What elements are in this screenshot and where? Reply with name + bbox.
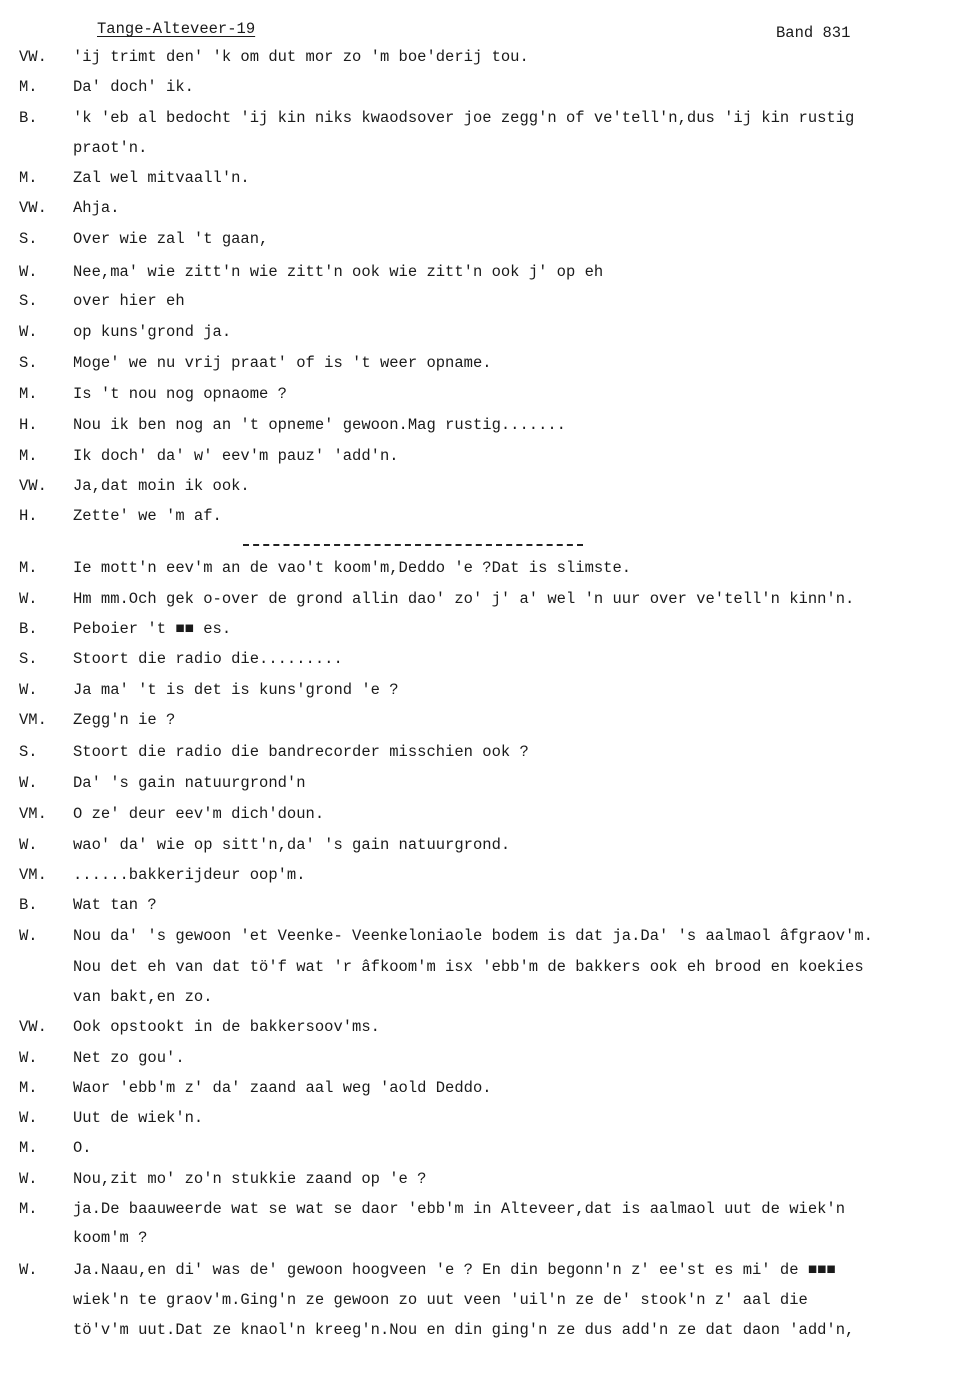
band-number: Band 831: [776, 24, 851, 42]
utterance-text: 'ij trimt den' 'k om dut mor zo 'm boe'derij tou.: [73, 48, 529, 66]
speaker-label: VW.: [19, 477, 47, 495]
utterance-text: ......bakkerijdeur oop'm.: [73, 866, 306, 884]
speaker-label: S.: [19, 743, 38, 761]
transcript-line: [0, 317, 979, 347]
utterance-text: Wat tan ?: [73, 896, 157, 914]
transcript-line: [0, 982, 979, 1012]
utterance-text: Ja ma' 't is det is kuns'grond 'e ?: [73, 681, 399, 699]
speaker-label: H.: [19, 416, 38, 434]
speaker-label: H.: [19, 507, 38, 525]
speaker-label: M.: [19, 169, 38, 187]
page-title: Tange-Alteveer-19: [97, 20, 256, 38]
transcript-line: [0, 737, 979, 767]
utterance-text: Stoort die radio die bandrecorder misschien ook ?: [73, 743, 529, 761]
transcript-line: [0, 768, 979, 798]
transcript-line: [0, 1194, 979, 1224]
transcript-line: [0, 379, 979, 409]
utterance-text: ja.De baauweerde wat se wat se daor 'ebb'm in Alteveer,dat is aalmaol uut de wiek'n: [73, 1200, 846, 1218]
transcript-line: [0, 257, 979, 287]
speaker-label: M.: [19, 447, 38, 465]
utterance-text: Nou ik ben nog an 't opneme' gewoon.Mag rustig.......: [73, 416, 566, 434]
speaker-label: M.: [19, 1079, 38, 1097]
transcript-line: [0, 72, 979, 102]
speaker-label: S.: [19, 230, 38, 248]
transcript-line: [0, 675, 979, 705]
utterance-text: Nee,ma' wie zitt'n wie zitt'n ook wie zitt'n ook j' op eh: [73, 263, 604, 281]
transcript-line: [0, 890, 979, 920]
transcript-line: [0, 410, 979, 440]
utterance-text: 'k 'eb al bedocht 'ij kin niks kwaodsover joe zegg'n of ve'tell'n,dus 'ij kin rustig: [73, 109, 855, 127]
speaker-label: S.: [19, 650, 38, 668]
utterance-text: O.: [73, 1139, 92, 1157]
utterance-text: Da' doch' ik.: [73, 78, 194, 96]
transcript-line: [0, 1103, 979, 1133]
transcript-line: [0, 103, 979, 133]
speaker-label: M.: [19, 1139, 38, 1157]
speaker-label: W.: [19, 681, 38, 699]
utterance-text: Ie mott'n eev'm an de vao't koom'm,Deddo 'e ?Dat is slimste.: [73, 559, 632, 577]
utterance-text: wao' da' wie op sitt'n,da' 's gain natuurgrond.: [73, 836, 511, 854]
speaker-label: B.: [19, 109, 38, 127]
speaker-label: W.: [19, 927, 38, 945]
speaker-label: M.: [19, 1200, 38, 1218]
utterance-text: Is 't nou nog opnaome ?: [73, 385, 287, 403]
transcript-line: [0, 1255, 979, 1285]
transcript-line: [0, 1223, 979, 1253]
transcript-line: [0, 286, 979, 316]
speaker-label: VM.: [19, 805, 47, 823]
speaker-label: W.: [19, 323, 38, 341]
utterance-text: Moge' we nu vrij praat' of is 't weer opname.: [73, 354, 492, 372]
speaker-label: W.: [19, 590, 38, 608]
transcript-line: [0, 614, 979, 644]
speaker-label: B.: [19, 896, 38, 914]
transcript-line: [0, 1073, 979, 1103]
speaker-label: W.: [19, 774, 38, 792]
utterance-text: Ik doch' da' w' eev'm pauz' 'add'n.: [73, 447, 399, 465]
transcript-line: [0, 584, 979, 614]
utterance-text: over hier eh: [73, 292, 185, 310]
transcript-line: [0, 471, 979, 501]
transcript-line: [0, 1285, 979, 1315]
transcript-line: [0, 441, 979, 471]
transcript-line: [0, 952, 979, 982]
utterance-text: Nou,zit mo' zo'n stukkie zaand op 'e ?: [73, 1170, 427, 1188]
transcript-line: [0, 1012, 979, 1042]
utterance-text: Waor 'ebb'm z' da' zaand aal weg 'aold Deddo.: [73, 1079, 492, 1097]
transcript-line: [0, 42, 979, 72]
speaker-label: M.: [19, 385, 38, 403]
speaker-label: M.: [19, 559, 38, 577]
utterance-text: Net zo gou'.: [73, 1049, 185, 1067]
utterance-text: Nou det eh van dat tö'f wat 'r âfkoom'm isx 'ebb'm de bakkers ook eh brood en koekies: [73, 958, 864, 976]
utterance-text: Zegg'n ie ?: [73, 711, 176, 729]
utterance-text: praot'n.: [73, 139, 148, 157]
transcript-line: [0, 921, 979, 951]
speaker-label: VM.: [19, 711, 47, 729]
transcript-line: [0, 705, 979, 735]
utterance-text: Ook opstookt in de bakkersoov'ms.: [73, 1018, 380, 1036]
speaker-label: B.: [19, 620, 38, 638]
speaker-label: W.: [19, 1261, 38, 1279]
transcript-line: [0, 348, 979, 378]
transcript-line: [0, 501, 979, 531]
transcript-line: [0, 1315, 979, 1345]
transcript-line: [0, 163, 979, 193]
utterance-text: wiek'n te graov'm.Ging'n ze gewoon zo uut veen 'uil'n ze de' stook'n z' aal die: [73, 1291, 808, 1309]
transcript-line: [0, 799, 979, 829]
speaker-label: W.: [19, 836, 38, 854]
transcript-line: [0, 224, 979, 254]
speaker-label: W.: [19, 1170, 38, 1188]
utterance-text: Zette' we 'm af.: [73, 507, 222, 525]
transcript-line: [0, 860, 979, 890]
utterance-text: Ja,dat moin ik ook.: [73, 477, 250, 495]
utterance-text: van bakt,en zo.: [73, 988, 213, 1006]
transcript-line: [0, 830, 979, 860]
utterance-text: Da' 's gain natuurgrond'n: [73, 774, 306, 792]
utterance-text: tö'v'm uut.Dat ze knaol'n kreeg'n.Nou en din ging'n ze dus add'n ze dat daon 'add'n,: [73, 1321, 855, 1339]
speaker-label: VW.: [19, 1018, 47, 1036]
speaker-label: S.: [19, 292, 38, 310]
speaker-label: W.: [19, 263, 38, 281]
transcript-line: [0, 644, 979, 674]
utterance-text: Ahja.: [73, 199, 120, 217]
utterance-text: O ze' deur eev'm dich'doun.: [73, 805, 325, 823]
speaker-label: VW.: [19, 48, 47, 66]
utterance-text: Hm mm.Och gek o-over de grond allin dao' zo' j' a' wel 'n uur over ve'tell'n kinn'n.: [73, 590, 855, 608]
speaker-label: VM.: [19, 866, 47, 884]
speaker-label: S.: [19, 354, 38, 372]
utterance-text: Over wie zal 't gaan,: [73, 230, 269, 248]
utterance-text: koom'm ?: [73, 1229, 148, 1247]
transcript-line: [0, 553, 979, 583]
utterance-text: Stoort die radio die.........: [73, 650, 343, 668]
transcript-line: [0, 1043, 979, 1073]
utterance-text: Ja.Naau,en di' was de' gewoon hoogveen 'e ? En din begonn'n z' ee'st es mi' de ■■■: [73, 1261, 836, 1279]
transcript-line: [0, 1164, 979, 1194]
transcript-line: [0, 133, 979, 163]
section-divider: [243, 544, 583, 546]
transcript-line: [0, 1133, 979, 1163]
transcript-line: [0, 193, 979, 223]
utterance-text: Peboier 't ■■ es.: [73, 620, 232, 638]
speaker-label: VW.: [19, 199, 47, 217]
utterance-text: op kuns'grond ja.: [73, 323, 232, 341]
utterance-text: Zal wel mitvaall'n.: [73, 169, 250, 187]
utterance-text: Nou da' 's gewoon 'et Veenke- Veenkeloniaole bodem is dat ja.Da' 's aalmaol âfgraov'm.: [73, 927, 873, 945]
speaker-label: M.: [19, 78, 38, 96]
speaker-label: W.: [19, 1109, 38, 1127]
speaker-label: W.: [19, 1049, 38, 1067]
utterance-text: Uut de wiek'n.: [73, 1109, 204, 1127]
